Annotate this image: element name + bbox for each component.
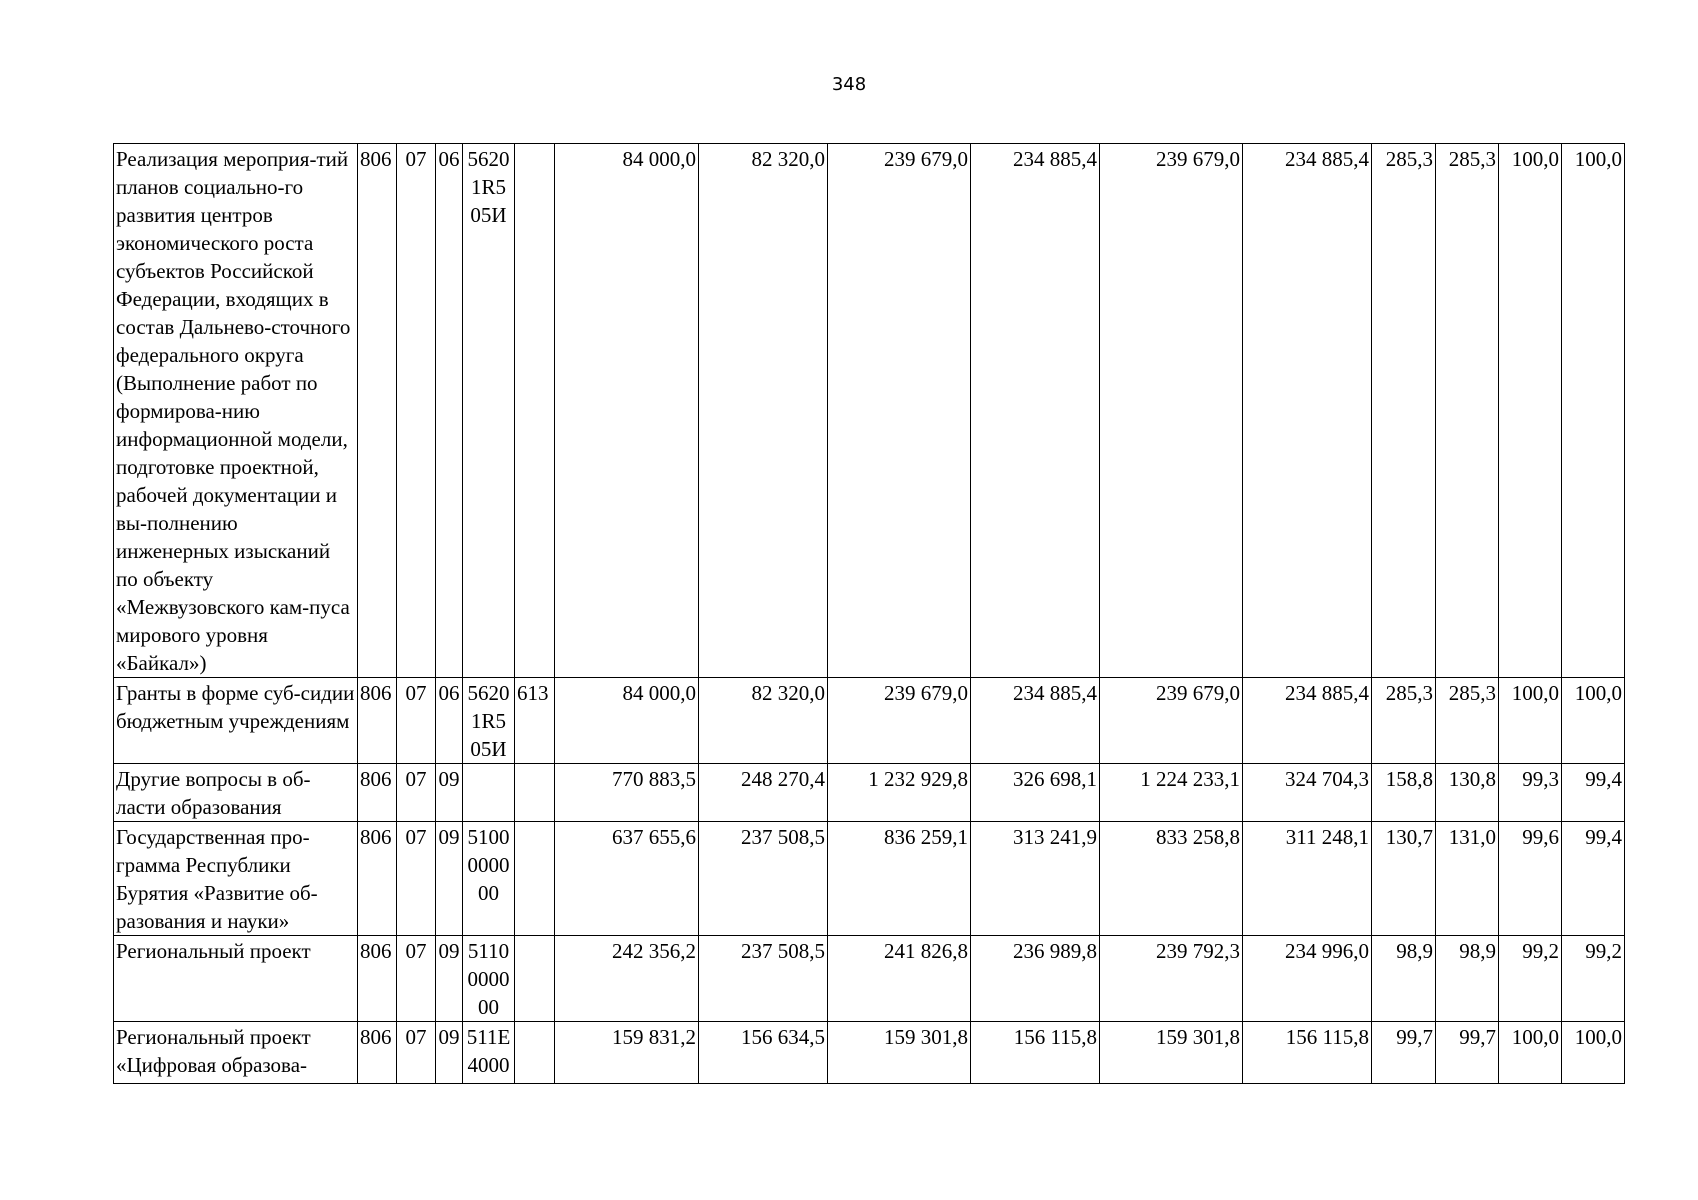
table-row	[114, 678, 1625, 764]
percent-approved-federal-cell: 285,3	[1436, 144, 1499, 678]
executed-total-cell: 159 301,8	[1100, 1022, 1243, 1084]
percent-approved-federal-cell: 98,9	[1436, 936, 1499, 1022]
percent-approved-total-cell: 158,8	[1372, 764, 1436, 822]
refined-plan-total-cell: 239 679,0	[828, 144, 971, 678]
subsection-code-cell: 09	[436, 764, 463, 822]
percent-approved-total-cell: 285,3	[1372, 144, 1436, 678]
percent-approved-total-cell: 285,3	[1372, 678, 1436, 764]
percent-refined-federal-cell: 99,2	[1562, 936, 1625, 1022]
grbs-code-cell: 806	[358, 764, 397, 822]
percent-refined-total-cell: 100,0	[1499, 678, 1562, 764]
refined-plan-federal-cell: 326 698,1	[971, 764, 1100, 822]
target-article-code-cell	[463, 764, 515, 822]
item-name-cell: Государственная про-грамма Республики Бурятия «Развитие об-разования и науки»	[114, 822, 358, 936]
section-code-cell: 07	[397, 144, 436, 678]
section-code-cell: 07	[397, 822, 436, 936]
refined-plan-federal-cell: 234 885,4	[971, 144, 1100, 678]
approved-budget-federal-cell: 82 320,0	[699, 678, 828, 764]
item-name-cell: Гранты в форме суб-сидии бюджетным учреждениям	[114, 678, 358, 764]
executed-total-cell: 239 679,0	[1100, 678, 1243, 764]
target-article-code-cell: 511Е 4000	[463, 1022, 515, 1084]
refined-plan-total-cell: 241 826,8	[828, 936, 971, 1022]
item-name-cell: Реализация мероприя-тий планов социально-го развития центров экономического роста субъектов Российской Федерации, входящих в состав Дальнево-сточного федерального округа (Выполнение работ по формирова-нию информационной модели, подготовке проектной, рабочей документации и вы-полнению инженерных изысканий по объекту «Межвузовского кам-пуса мирового уровня «Байкал»)	[114, 144, 358, 678]
percent-approved-federal-cell: 99,7	[1436, 1022, 1499, 1084]
subsection-code-cell: 06	[436, 144, 463, 678]
table-row	[114, 144, 1625, 678]
expense-type-code-cell	[515, 822, 555, 936]
executed-federal-cell: 324 704,3	[1243, 764, 1372, 822]
item-name-cell: Региональный проект	[114, 936, 358, 1022]
executed-federal-cell: 234 885,4	[1243, 144, 1372, 678]
target-article-code-cell: 5620 1R5 05И	[463, 678, 515, 764]
executed-total-cell: 239 792,3	[1100, 936, 1243, 1022]
executed-total-cell: 1 224 233,1	[1100, 764, 1243, 822]
approved-budget-federal-cell: 237 508,5	[699, 822, 828, 936]
section-code-cell: 07	[397, 678, 436, 764]
table-row	[114, 822, 1625, 936]
grbs-code-cell: 806	[358, 144, 397, 678]
percent-refined-total-cell: 99,6	[1499, 822, 1562, 936]
table-row	[114, 936, 1625, 1022]
executed-federal-cell: 311 248,1	[1243, 822, 1372, 936]
refined-plan-total-cell: 239 679,0	[828, 678, 971, 764]
grbs-code-cell: 806	[358, 1022, 397, 1084]
grbs-code-cell: 806	[358, 936, 397, 1022]
subsection-code-cell: 09	[436, 1022, 463, 1084]
executed-federal-cell: 234 885,4	[1243, 678, 1372, 764]
refined-plan-federal-cell: 234 885,4	[971, 678, 1100, 764]
section-code-cell: 07	[397, 1022, 436, 1084]
refined-plan-total-cell: 1 232 929,8	[828, 764, 971, 822]
approved-budget-total-cell: 637 655,6	[555, 822, 699, 936]
approved-budget-federal-cell: 82 320,0	[699, 144, 828, 678]
page-number: 348	[831, 74, 867, 95]
executed-total-cell: 239 679,0	[1100, 144, 1243, 678]
table-row	[114, 764, 1625, 822]
executed-federal-cell: 234 996,0	[1243, 936, 1372, 1022]
item-name-cell: Другие вопросы в об-ласти образования	[114, 764, 358, 822]
section-code-cell: 07	[397, 764, 436, 822]
section-code-cell: 07	[397, 936, 436, 1022]
refined-plan-total-cell: 836 259,1	[828, 822, 971, 936]
target-article-code-cell: 5110 0000 00	[463, 936, 515, 1022]
refined-plan-federal-cell: 236 989,8	[971, 936, 1100, 1022]
percent-refined-total-cell: 99,3	[1499, 764, 1562, 822]
executed-federal-cell: 156 115,8	[1243, 1022, 1372, 1084]
target-article-code-cell: 5620 1R5 05И	[463, 144, 515, 678]
percent-refined-federal-cell: 100,0	[1562, 144, 1625, 678]
budget-table	[113, 143, 1625, 1084]
expense-type-code-cell	[515, 144, 555, 678]
expense-type-code-cell	[515, 1022, 555, 1084]
percent-refined-federal-cell: 100,0	[1562, 1022, 1625, 1084]
table-row	[114, 1022, 1625, 1084]
expense-type-code-cell	[515, 764, 555, 822]
percent-refined-total-cell: 100,0	[1499, 144, 1562, 678]
approved-budget-total-cell: 242 356,2	[555, 936, 699, 1022]
grbs-code-cell: 806	[358, 678, 397, 764]
percent-approved-federal-cell: 285,3	[1436, 678, 1499, 764]
percent-approved-total-cell: 98,9	[1372, 936, 1436, 1022]
approved-budget-total-cell: 770 883,5	[555, 764, 699, 822]
percent-refined-federal-cell: 99,4	[1562, 764, 1625, 822]
subsection-code-cell: 09	[436, 822, 463, 936]
expense-type-code-cell	[515, 936, 555, 1022]
percent-approved-total-cell: 99,7	[1372, 1022, 1436, 1084]
approved-budget-federal-cell: 237 508,5	[699, 936, 828, 1022]
percent-approved-federal-cell: 131,0	[1436, 822, 1499, 936]
approved-budget-federal-cell: 248 270,4	[699, 764, 828, 822]
percent-refined-federal-cell: 99,4	[1562, 822, 1625, 936]
refined-plan-federal-cell: 313 241,9	[971, 822, 1100, 936]
approved-budget-total-cell: 84 000,0	[555, 144, 699, 678]
approved-budget-total-cell: 84 000,0	[555, 678, 699, 764]
percent-approved-total-cell: 130,7	[1372, 822, 1436, 936]
refined-plan-total-cell: 159 301,8	[828, 1022, 971, 1084]
grbs-code-cell: 806	[358, 822, 397, 936]
subsection-code-cell: 06	[436, 678, 463, 764]
percent-refined-total-cell: 100,0	[1499, 1022, 1562, 1084]
item-name-cell: Региональный проект «Цифровая образова-	[114, 1022, 358, 1084]
target-article-code-cell: 5100 0000 00	[463, 822, 515, 936]
percent-refined-total-cell: 99,2	[1499, 936, 1562, 1022]
percent-refined-federal-cell: 100,0	[1562, 678, 1625, 764]
percent-approved-federal-cell: 130,8	[1436, 764, 1499, 822]
approved-budget-federal-cell: 156 634,5	[699, 1022, 828, 1084]
subsection-code-cell: 09	[436, 936, 463, 1022]
approved-budget-total-cell: 159 831,2	[555, 1022, 699, 1084]
expense-type-code-cell: 613	[515, 678, 555, 764]
refined-plan-federal-cell: 156 115,8	[971, 1022, 1100, 1084]
executed-total-cell: 833 258,8	[1100, 822, 1243, 936]
